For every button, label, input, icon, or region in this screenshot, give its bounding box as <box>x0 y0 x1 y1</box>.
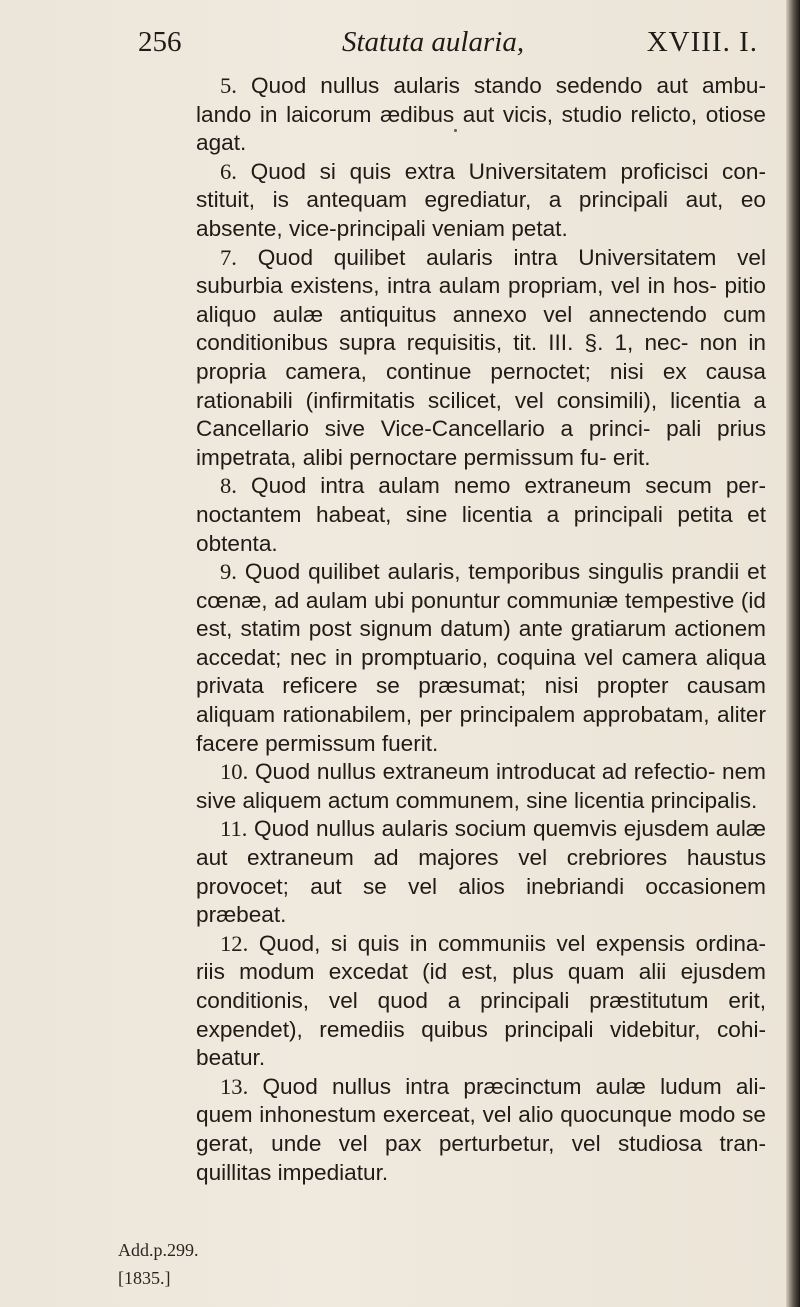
paragraph-number: 5. <box>220 73 237 98</box>
paragraph-text: Quod intra aulam nemo extraneum secum per- noctantem habeat, sine licentia a principali petita et obtenta. <box>196 473 766 556</box>
paragraph-number: 13. <box>220 1073 249 1099</box>
paragraph-text: Quod si quis extra Universitatem proficisci con- stituit, is antequam egrediatur, a principali aut, eo absente, vice-principali veniam petat. <box>196 158 767 241</box>
statute-paragraph-10 <box>196 758 766 815</box>
statute-text <box>196 72 766 1187</box>
statute-paragraph-13 <box>196 1073 766 1187</box>
paragraph-number: 12. <box>220 930 249 956</box>
statute-paragraph-5 <box>196 72 766 158</box>
page-edge-shadow <box>786 0 800 1307</box>
statute-paragraph-12 <box>196 930 766 1073</box>
paragraph-number: 10. <box>220 759 249 785</box>
margin-reference-year: [1835.] <box>118 1268 171 1288</box>
paragraph-text: Quod nullus aularis socium quemvis ejusdem aulæ aut extraneum ad majores vel crebriores haustus provocet; aut se vel alios inebriandi occasionem præbeat. <box>196 816 766 928</box>
statute-paragraph-7 <box>196 244 766 473</box>
page-number: 256 <box>138 26 182 58</box>
section-label: XVIII. I. <box>646 26 758 58</box>
running-title: Statuta aularia, <box>342 26 525 58</box>
paragraph-number: 6. <box>220 158 237 184</box>
paragraph-number: 9. <box>220 559 237 585</box>
paragraph-number: 11. <box>220 816 248 842</box>
statute-paragraph-8 <box>196 472 766 558</box>
paragraph-text: Quod quilibet aularis, temporibus singulis prandii et cœnæ, ad aulam ubi ponuntur communiæ tempestive (id est, statim post signum datum) ante gratiarum actionem accedat; nec in promptuario, coquina vel camera aliqua privata reficere se præsumat; nisi propter causam aliquam rationabilem, per principalem approbatam, aliter facere permissum fuerit. <box>196 559 766 756</box>
statute-paragraph-6 <box>196 158 766 244</box>
paragraph-text: Quod nullus intra præcinctum aulæ ludum ali- quem inhonestum exerceat, vel alio quocunque modo se gerat, unde vel pax perturbetur, vel studiosa tran- quillitas impediatur. <box>196 1073 766 1185</box>
running-head <box>138 24 778 64</box>
paragraph-text: Quod quilibet aularis intra Universitatem vel suburbia existens, intra aulam propriam, vel in hos- pitio aliquo aulæ antiquitus annexo vel annectendo cum conditionibus supra requisitis, tit. III. §. 1, nec- non in propria camera, continue pernoctet; nisi ex causa rationabili (infirmitatis scilicet, vel consimili), licentia a Cancellario sive Vice-Cancellario a princi- pali prius impetrata, alibi pernoctare permissum fu- erit. <box>196 244 766 470</box>
paragraph-text: Quod nullus extraneum introducat ad refectio- nem sive aliquem actum communem, sine licentia principalis. <box>196 759 766 813</box>
paragraph-number: 7. <box>220 244 237 270</box>
statute-paragraph-9 <box>196 558 766 758</box>
paragraph-text: Quod nullus aularis stando sedendo aut ambu- lando in laicorum ædibus aut vicis, studio relicto, otiose agat. <box>196 73 766 156</box>
margin-reference-page: Add.p.299. <box>118 1240 199 1260</box>
paragraph-text: Quod, si quis in communiis vel expensis ordina- riis modum excedat (id est, plus quam alii ejusdem conditionis, vel quod a principali præstitutum erit, expendet), remediis quibus principali videbitur, cohi- beatur. <box>196 930 766 1071</box>
paragraph-number: 8. <box>220 473 237 499</box>
statute-paragraph-11 <box>196 815 766 929</box>
